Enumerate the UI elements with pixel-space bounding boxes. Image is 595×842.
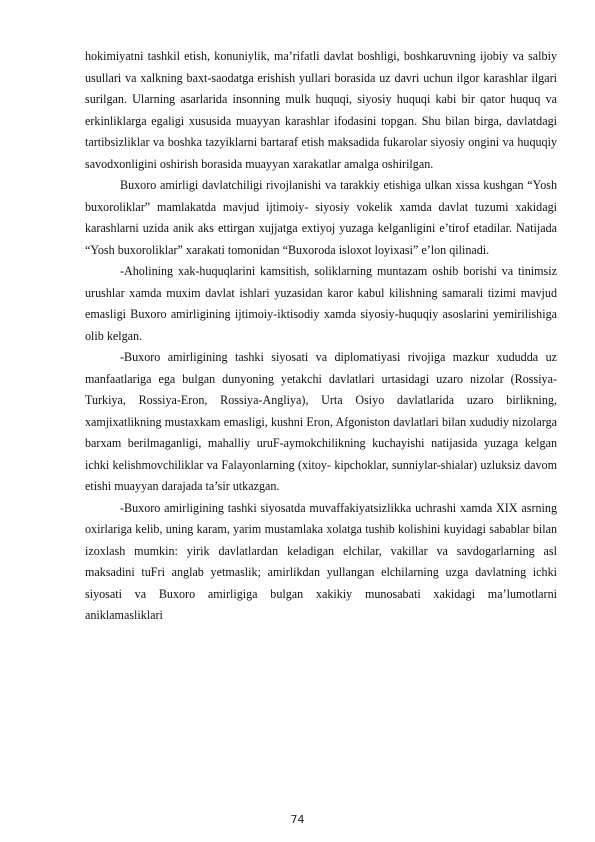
paragraph-1: hokimiyatni tashkil etish, konuniylik, ma’rifatli davlat boshligi, boshkaruvning ijobiy va salbiy usullari va xalkning baxt-saodatga erishish yullari borasida uz davri uchun ilgor karashlar ilgari surilgan. Ularning asarlarida insonning mulk huquqi, siyosiy huquqi kabi bir qator huquq va erkinliklarga egaligi xususida muayyan karashlar ifodasini topgan. Shu bilan birga, davlatdagi tartibsizliklar va boshka tazyiklarni bartaraf etish maksadida fukarolar siyosiy ongini va huquqiy savodxonligini oshirish borasida muayyan xarakatlar amalga oshirilgan.	[85, 49, 557, 171]
paragraph-2: Buxoro amirligi davlatchiligi rivojlanishi va tarakkiy etishiga ulkan xissa kushgan “Yosh buxoroliklar” mamlakatda mavjud ijtimoiy- siyosiy vokelik xamda davlat tuzumi xakidagi karashlarni uzida anik aks ettirgan xujjatga extiyoj yuzaga kelganligini e’tirof etadilar. Natijada “Yosh buxoroliklar” xarakati tomonidan “Buxoroda isloxot loyixasi” e’lon qilinadi.	[85, 178, 557, 257]
paragraph-5: -Buxoro amirligining tashki siyosatda muvaffakiyatsizlikka uchrashi xamda XIX asrning oxirlariga kelib, uning karam, yarim mustamlaka xolatga tushib kolishini kuyidagi sabablar bilan izoxlash mumkin: yirik davlatlardan keladigan elchilar, vakillar va savdogarlarning asl maksadini tuFri anglab yetmaslik; amirlikdan yullangan elchilarning uzga davlatning ichki siyosati va Buxoro amirligiga bulgan xakikiy munosabati xakidagi ma’lumotlarni aniklamasliklari	[85, 500, 557, 622]
page-number: 74	[290, 813, 305, 826]
paragraph-3: -Aholining xak-huquqlarini kamsitish, soliklarning muntazam oshib borishi va tinimsiz urushlar xamda muxim davlat ishlari yuzasidan karor kabul kilishning samarali tizimi mavjud emasligi Buxoro amirligining ijtimoiy-iktisodiy xamda siyosiy-huquqiy asoslarini yemirilishiga olib kelgan.	[85, 264, 557, 343]
paragraph-4: -Buxoro amirligining tashki siyosati va diplomatiyasi rivojiga mazkur xududda uz manfaatlariga ega bulgan dunyoning yetakchi davlatlari urtasidagi uzaro nizolar (Rossiya-Turkiya, Rossiya-Eron, Rossiya-Angliya), Urta Osiyo davlatlarida uzaro birlikning, xamjixatlikning mustaxkam emasligi, kushni Eron, Afgoniston davlatlari bilan xududiy nizolarga barxam berilmaganligi, mahalliy uruF-aymokchilikning kuchayishi natijasida yuzaga kelgan ichki kelishmovchiliklar va Falayonlarning (xitoy- kipchoklar, sunniylar-shialar) uzluksiz davom etishi muayyan darajada ta’sir utkazgan.	[85, 350, 557, 493]
body-text	[85, 46, 557, 627]
